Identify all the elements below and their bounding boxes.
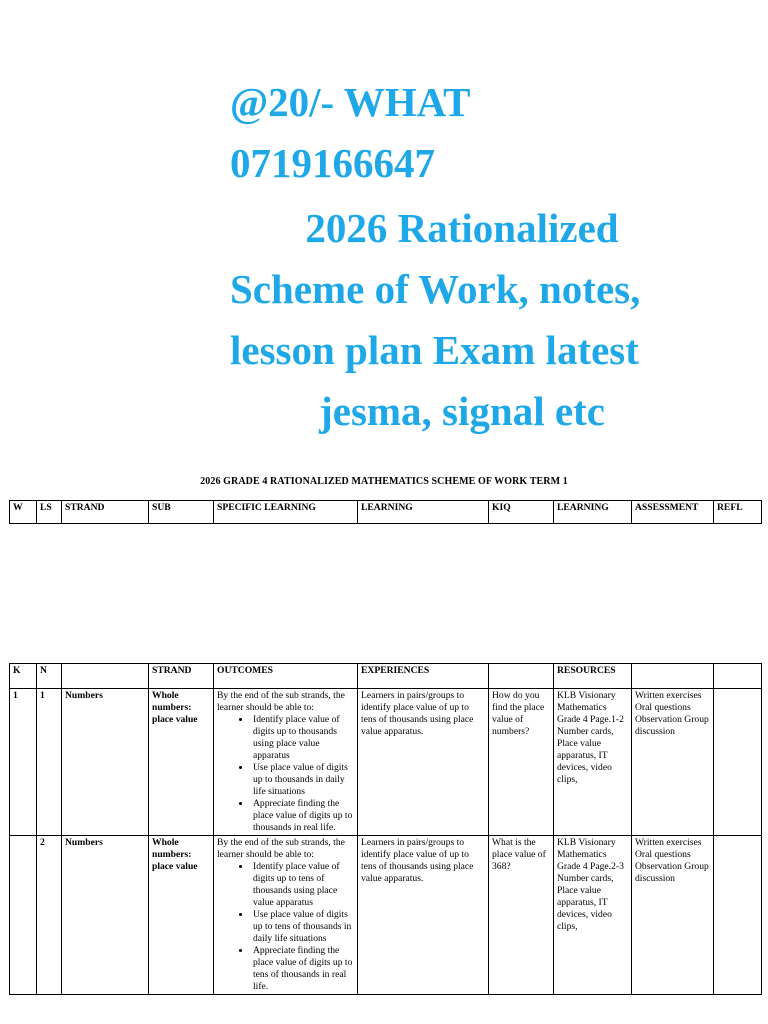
kiq-cell: What is the place value of 368? bbox=[489, 836, 554, 995]
sub-strand-cell: Whole numbers: place value bbox=[149, 836, 214, 995]
header-cell: K bbox=[10, 664, 37, 689]
header-cell: STRAND bbox=[149, 664, 214, 689]
resources-cell: KLB Visionary Mathematics Grade 4 Page.2-3 Number cards, Place value apparatus, IT devices, video clips, bbox=[554, 836, 632, 995]
header-cell bbox=[489, 664, 554, 689]
resources-cell: KLB Visionary Mathematics Grade 4 Page.1-2 Number cards, Place value apparatus, IT devices, video clips, bbox=[554, 689, 632, 836]
promo-heading-2: Scheme of Work, notes, bbox=[230, 266, 641, 312]
outcome-item: • Appreciate finding the place value of digits up to tens of thousands in real life. bbox=[251, 945, 354, 993]
week-cell bbox=[10, 836, 37, 995]
header-cell: W bbox=[10, 501, 37, 524]
outcome-item: • Use place value of digits up to tens of thousands in daily life situations bbox=[251, 909, 354, 945]
outcomes-cell bbox=[214, 836, 358, 995]
header-cell: N bbox=[37, 664, 62, 689]
assessment-cell: Written exercises Oral questions Observation Group discussion bbox=[632, 689, 714, 836]
reflection-cell bbox=[714, 689, 762, 836]
header-cell: KIQ bbox=[489, 501, 554, 524]
experiences-cell: Learners in pairs/groups to identify place value of up to tens of thousands using place value apparatus. bbox=[358, 836, 489, 995]
promo-heading-1: 2026 Rationalized bbox=[305, 205, 619, 251]
promo-phone-line: 0719166647 bbox=[230, 140, 435, 186]
header-cell bbox=[632, 664, 714, 689]
promo-heading-4: jesma, signal etc bbox=[319, 388, 605, 434]
table-row bbox=[10, 689, 762, 836]
assessment-cell: Written exercises Oral questions Observation Group discussion bbox=[632, 836, 714, 995]
header-cell: LEARNING bbox=[554, 501, 632, 524]
header-cell: RESOURCES bbox=[554, 664, 632, 689]
strand-cell: Numbers bbox=[62, 836, 149, 995]
table-row bbox=[10, 836, 762, 995]
outcomes-intro: By the end of the sub strands, the learner should be able to: bbox=[217, 837, 345, 860]
sub-strand-cell: Whole numbers: place value bbox=[149, 689, 214, 836]
scheme-table bbox=[9, 663, 762, 995]
table-header-page-1 bbox=[9, 500, 762, 524]
outcome-item: • Identify place value of digits up to thousands using place value apparatus bbox=[251, 714, 354, 762]
outcome-item: • Appreciate finding the place value of digits up to thousands in real life. bbox=[251, 798, 354, 834]
header-cell bbox=[714, 664, 762, 689]
lesson-cell: 2 bbox=[37, 836, 62, 995]
header-cell: SUB bbox=[149, 501, 214, 524]
promo-heading-3: lesson plan Exam latest bbox=[230, 327, 639, 373]
promo-block bbox=[230, 72, 750, 442]
outcomes-intro: By the end of the sub strands, the learner should be able to: bbox=[217, 690, 345, 713]
kiq-cell: How do you find the place value of numbers? bbox=[489, 689, 554, 836]
document-title: 2026 GRADE 4 RATIONALIZED MATHEMATICS SCHEME OF WORK TERM 1 bbox=[200, 476, 568, 487]
outcomes-list bbox=[217, 714, 354, 834]
outcomes-list bbox=[217, 861, 354, 993]
header-cell: LEARNING bbox=[358, 501, 489, 524]
outcomes-cell bbox=[214, 689, 358, 836]
header-cell: ASSESSMENT bbox=[632, 501, 714, 524]
week-cell: 1 bbox=[10, 689, 37, 836]
header-cell: LS bbox=[37, 501, 62, 524]
header-cell: OUTCOMES bbox=[214, 664, 358, 689]
reflection-cell bbox=[714, 836, 762, 995]
header-cell: SPECIFIC LEARNING bbox=[214, 501, 358, 524]
experiences-cell: Learners in pairs/groups to identify place value of up to tens of thousands using place value apparatus. bbox=[358, 689, 489, 836]
table-header-row-continued bbox=[10, 664, 762, 689]
header-cell: REFL bbox=[714, 501, 762, 524]
table-header-row bbox=[10, 501, 762, 524]
outcome-item: • Use place value of digits up to thousands in daily life situations bbox=[251, 762, 354, 798]
lesson-cell: 1 bbox=[37, 689, 62, 836]
outcome-item: • Identify place value of digits up to tens of thousands using place value apparatus bbox=[251, 861, 354, 909]
header-cell: STRAND bbox=[62, 501, 149, 524]
header-cell bbox=[62, 664, 149, 689]
header-cell: EXPERIENCES bbox=[358, 664, 489, 689]
strand-cell: Numbers bbox=[62, 689, 149, 836]
promo-price-line: @20/- WHAT bbox=[230, 79, 471, 125]
